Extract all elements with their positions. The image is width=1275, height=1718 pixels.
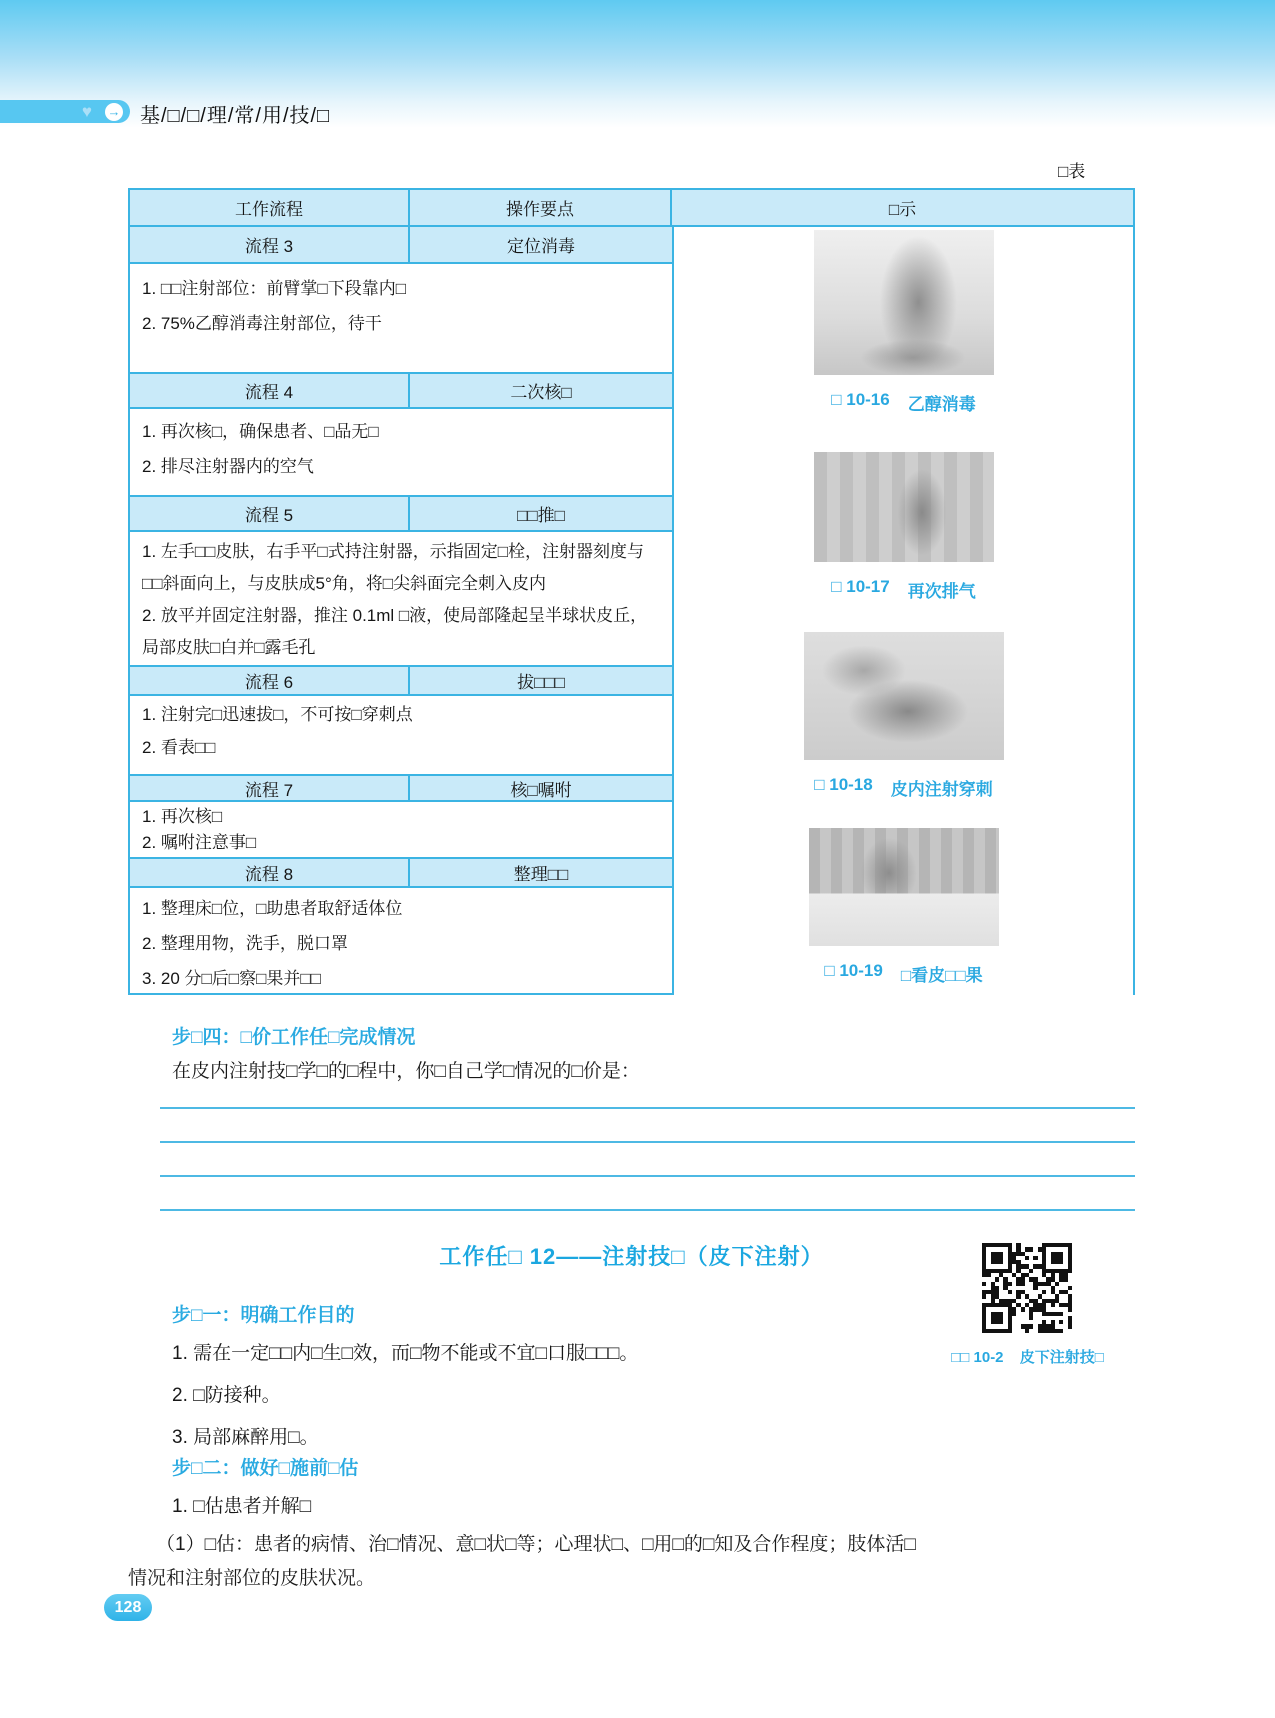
process-point-cell: 拔□□□ xyxy=(517,673,565,692)
writing-line xyxy=(160,1107,1135,1109)
table-continued-label: □表 xyxy=(1058,162,1086,181)
step1-item: 2. □防接种。 xyxy=(172,1385,281,1406)
process-name-cell: 流程 8 xyxy=(130,859,410,886)
step1-item: 1. 需在一定□□内□生□效，而□物不能或不宜□口服□□□。 xyxy=(172,1343,639,1364)
arrow-circle-icon: → xyxy=(105,103,123,121)
step1-heading: 步□一：明确工作目的 xyxy=(172,1305,355,1326)
figure-label: □ 10-16 xyxy=(831,390,890,409)
process-block-3 xyxy=(130,227,672,372)
table-header-row xyxy=(130,190,1133,227)
process-block-8 xyxy=(130,857,672,993)
process-point-cell: 核□嘱咐 xyxy=(510,780,572,800)
process-name-cell: 流程 4 xyxy=(130,374,410,407)
figure-label: □ 10-19 xyxy=(824,961,883,980)
figure-image-intradermal-puncture xyxy=(804,632,1004,760)
list-item: 2. 75%乙醇消毒注射部位，待干 xyxy=(142,314,382,333)
process-row xyxy=(130,774,672,802)
figure-caption xyxy=(824,961,982,986)
step2-paragraph-line2: 情况和注射部位的皮肤状况。 xyxy=(128,1568,376,1589)
process-content-cell xyxy=(130,264,672,372)
heart-icon: ♥ xyxy=(81,102,92,121)
list-item: 1. 整理床□位，□助患者取舒适体位 xyxy=(142,899,403,918)
process-point-cell: □□推□ xyxy=(517,506,565,525)
column-header-illustration: □示 xyxy=(888,200,917,219)
figure-label: □ 10-18 xyxy=(814,775,873,794)
workflow-table xyxy=(128,188,1135,995)
table-left-section xyxy=(130,227,674,995)
qr-caption-label: □□ 10-2 xyxy=(951,1349,1004,1366)
figure-10-18 xyxy=(804,602,1004,800)
process-row xyxy=(130,227,672,264)
process-row xyxy=(130,665,672,696)
list-item: 1. 注射完□迅速拔□，不可按□穿刺点 xyxy=(142,705,413,724)
qr-caption-title: 皮下注射技□ xyxy=(1019,1349,1104,1366)
list-item: 3. 20 分□后□察□果并□□ xyxy=(142,969,321,988)
process-point-cell: 定位消毒 xyxy=(507,237,575,256)
figure-image-observe-result xyxy=(809,828,999,946)
figure-title: 皮内注射穿刺 xyxy=(890,780,993,799)
step2-paragraph-line1: （1）□估：患者的病情、治□情况、意□状□等；心理状□、□用□的□知及合作程度；肢体活□ xyxy=(156,1534,916,1555)
step2-item: 1. □估患者并解□ xyxy=(172,1496,312,1517)
list-item: 1. 再次核□，确保患者、□品无□ xyxy=(142,422,379,441)
step4-heading: 步□四：□价工作任□完成情况 xyxy=(172,1027,416,1048)
figure-10-16 xyxy=(814,227,994,415)
process-name-cell: 流程 7 xyxy=(130,776,410,800)
process-content-cell xyxy=(130,696,672,774)
list-item: 2. 嘱咐注意事□ xyxy=(142,833,257,852)
page-number-badge: 128 xyxy=(104,1594,152,1621)
process-content-cell xyxy=(130,532,672,665)
qr-code xyxy=(982,1243,1072,1333)
writing-line xyxy=(160,1209,1135,1211)
writing-line xyxy=(160,1175,1135,1177)
process-content-cell xyxy=(130,409,672,495)
list-item: 1. 左手□□皮肤，右手平□式持注射器，示指固定□栓，注射器刻度与□□斜面向上，与皮肤成5°角，将□尖斜面完全刺入皮内 xyxy=(142,542,644,593)
list-item: 2. 整理用物，洗手，脱口罩 xyxy=(142,934,348,953)
figure-caption xyxy=(831,577,975,602)
process-name-cell: 流程 5 xyxy=(130,497,410,530)
process-block-7 xyxy=(130,774,672,857)
figure-title: 再次排气 xyxy=(907,582,976,601)
step4-paragraph: 在皮内注射技□学□的□程中，你□自己学□情况的□价是： xyxy=(172,1061,640,1082)
process-content-cell xyxy=(130,802,672,857)
chapter-tab-bar xyxy=(0,100,130,123)
illustration-column xyxy=(674,227,1133,995)
process-block-5 xyxy=(130,495,672,665)
process-row xyxy=(130,857,672,888)
figure-caption xyxy=(831,390,975,415)
list-item: 2. 放平并固定注射器，推注 0.1ml □液，使局部隆起呈半球状皮丘，局部皮肤□白并□露毛孔 xyxy=(142,606,648,657)
list-item: 2. 看表□□ xyxy=(142,738,216,757)
chapter-header-title: 基/□/□/理/常/用/技/□ xyxy=(140,105,331,127)
table-body xyxy=(130,227,1133,995)
column-header-key-points: 操作要点 xyxy=(410,190,672,225)
figure-label: □ 10-17 xyxy=(831,577,890,596)
qr-caption xyxy=(905,1346,1150,1367)
list-item: 1. 再次核□ xyxy=(142,807,223,826)
process-block-6 xyxy=(130,665,672,774)
process-row xyxy=(130,495,672,532)
figure-title: □看皮□□果 xyxy=(900,966,983,985)
step1-item: 3. 局部麻醉用□。 xyxy=(172,1427,319,1448)
process-name-cell: 流程 3 xyxy=(130,227,410,262)
writing-line xyxy=(160,1141,1135,1143)
figure-title: 乙醇消毒 xyxy=(907,395,976,414)
figure-image-expel-air xyxy=(814,452,994,562)
process-content-cell xyxy=(130,888,672,993)
figure-image-alcohol-disinfection xyxy=(814,230,994,375)
figure-caption xyxy=(814,775,992,800)
list-item: 1. □□注射部位：前臂掌□下段靠内□ xyxy=(142,279,406,298)
task12-title: 工作任□ 12——注射技□（皮下注射） xyxy=(439,1244,824,1269)
process-name-cell: 流程 6 xyxy=(130,667,410,694)
list-item: 2. 排尽注射器内的空气 xyxy=(142,457,314,476)
column-header-workflow: 工作流程 xyxy=(130,190,410,225)
process-point-cell: 整理□□ xyxy=(513,865,569,884)
figure-10-19 xyxy=(809,800,999,986)
process-point-cell: 二次核□ xyxy=(510,383,572,402)
process-block-4 xyxy=(130,372,672,495)
process-row xyxy=(130,372,672,409)
figure-10-17 xyxy=(814,415,994,602)
step2-heading: 步□二：做好□施前□估 xyxy=(172,1458,359,1479)
